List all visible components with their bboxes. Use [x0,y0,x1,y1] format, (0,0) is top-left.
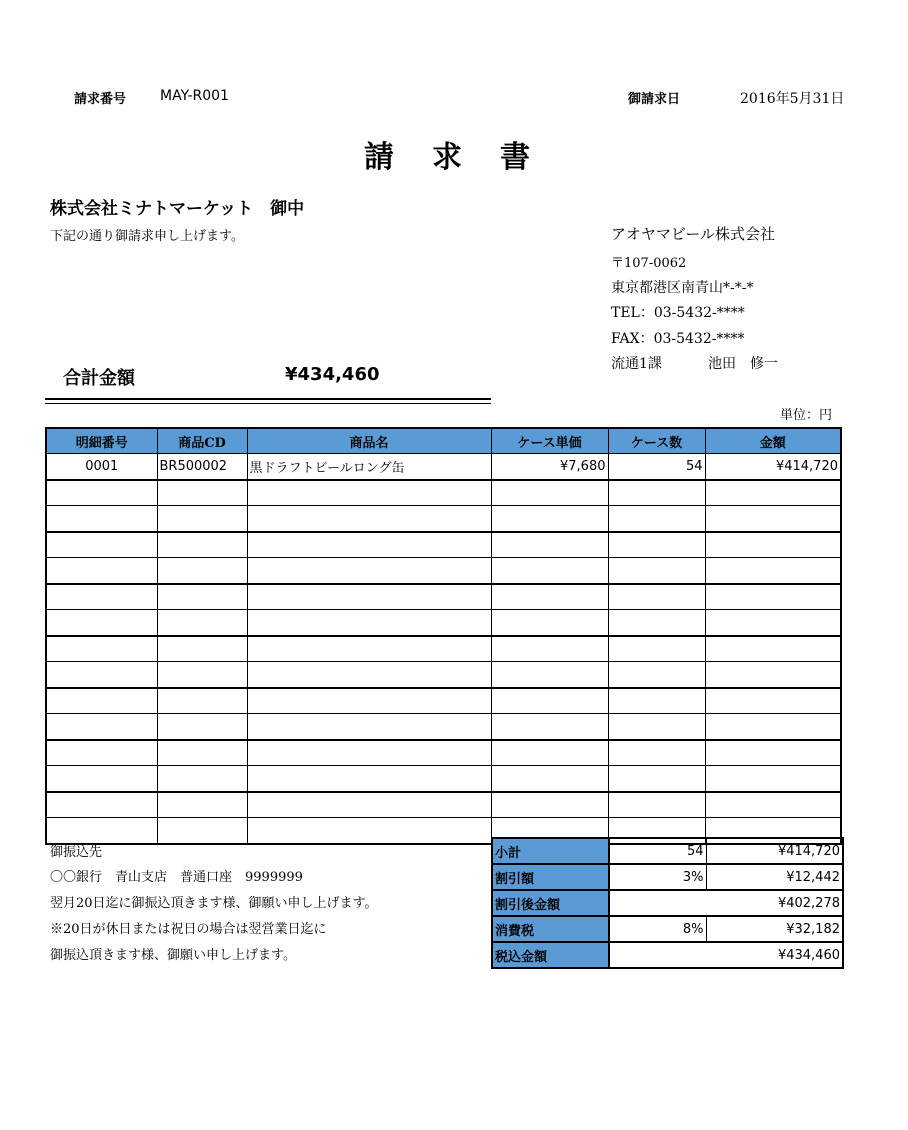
invoice-number-label: 請求番号 [74,92,127,107]
product-name-cell [247,610,491,636]
quantity-cell [608,714,705,740]
totals-table [491,837,844,969]
table-row [46,740,841,766]
subtotal-amount: ¥414,720 [706,838,843,864]
table-row [46,662,841,688]
quantity-cell: 54 [608,454,705,480]
amount-cell [705,714,841,740]
product-name-cell [247,506,491,532]
sender-address: 東京都港区南青山*-*-* [611,280,754,296]
quantity-cell [608,740,705,766]
table-row [46,688,841,714]
amount-cell [705,584,841,610]
amount-cell [705,662,841,688]
payment-title: 御振込先 [50,845,103,860]
line-no-cell [46,584,157,610]
unit-price-cell [491,506,608,532]
product-code-cell [157,740,247,766]
subtotal-label: 小計 [492,838,609,864]
line-no-cell [46,740,157,766]
product-name-cell [247,818,491,844]
recipient-message: 下記の通り御請求申し上げます。 [50,229,244,244]
table-row [46,636,841,662]
quantity-cell [608,688,705,714]
unit-price-cell [491,610,608,636]
amount-cell [705,506,841,532]
amount-cell [705,740,841,766]
table-row [46,584,841,610]
unit-note: 単位：円 [780,408,833,423]
sender-company: アオヤマビール株式会社 [611,225,775,243]
amount-cell: ¥414,720 [705,454,841,480]
discount-label: 割引額 [492,864,609,890]
table-row [46,610,841,636]
product-code-cell [157,506,247,532]
line-no-cell [46,506,157,532]
quantity-cell [608,610,705,636]
unit-price-cell [491,584,608,610]
invoice-number: MAY-R001 [160,88,229,104]
line-no-cell [46,792,157,818]
column-header-product-name: 商品名 [247,428,491,454]
product-code-cell [157,766,247,792]
unit-price-cell [491,740,608,766]
product-code-cell [157,792,247,818]
product-code-cell [157,818,247,844]
sender-department: 流通1課 [611,356,662,372]
items-table [45,427,842,845]
payment-bank: 〇〇銀行 青山支店 普通口座 9999999 [50,870,303,885]
product-name-cell [247,584,491,610]
line-no-cell [46,714,157,740]
line-no-cell [46,662,157,688]
page-title: 請 求 書 [364,140,534,175]
amount-cell [705,636,841,662]
line-no-cell [46,818,157,844]
total-amount: ¥434,460 [285,364,380,385]
tax-rate: 8% [609,916,706,942]
product-name-cell [247,688,491,714]
line-no-cell [46,688,157,714]
sender-fax: FAX：03-5432-**** [611,331,745,347]
unit-price-cell [491,714,608,740]
quantity-cell [608,480,705,506]
payment-note-2: ※20日が休日または祝日の場合は翌営業日迄に [50,922,327,937]
invoice-date: 2016年5月31日 [740,91,845,107]
grand-total-amount: ¥434,460 [609,942,843,968]
amount-cell [705,532,841,558]
total-amount-label: 合計金額 [63,368,135,389]
product-name-cell [247,636,491,662]
subtotal-quantity: 54 [609,838,706,864]
product-code-cell [157,714,247,740]
table-row [46,792,841,818]
column-header-product-code: 商品CD [157,428,247,454]
line-no-cell [46,532,157,558]
line-no-cell [46,636,157,662]
product-code-cell [157,480,247,506]
line-no-cell [46,610,157,636]
product-name-cell [247,740,491,766]
unit-price-cell [491,662,608,688]
quantity-cell [608,558,705,584]
grand-total-label: 税込金額 [492,942,609,968]
table-row [46,714,841,740]
product-code-cell [157,532,247,558]
quantity-cell [608,584,705,610]
unit-price-cell [491,766,608,792]
line-no-cell: 0001 [46,454,157,480]
total-underline-thin [45,403,491,404]
unit-price-cell: ¥7,680 [491,454,608,480]
product-code-cell [157,688,247,714]
tax-label: 消費税 [492,916,609,942]
table-row [46,506,841,532]
column-header-quantity: ケース数 [608,428,705,454]
line-no-cell [46,558,157,584]
table-row [46,558,841,584]
after-discount-row [492,890,843,916]
sender-postal: 〒107-0062 [611,256,687,271]
quantity-cell [608,792,705,818]
table-row [46,454,841,480]
quantity-cell [608,506,705,532]
product-name-cell [247,480,491,506]
discount-amount: ¥12,442 [706,864,843,890]
quantity-cell [608,636,705,662]
unit-price-cell [491,636,608,662]
amount-cell [705,688,841,714]
total-underline [45,398,491,400]
product-code-cell [157,584,247,610]
grand-total-row [492,942,843,968]
quantity-cell [608,532,705,558]
payment-note-3: 御振込頂きます様、御願い申し上げます。 [50,948,296,963]
line-no-cell [46,480,157,506]
unit-price-cell [491,532,608,558]
unit-price-cell [491,480,608,506]
amount-cell [705,792,841,818]
product-name-cell [247,662,491,688]
table-header-row [46,428,841,454]
column-header-amount: 金額 [705,428,841,454]
product-code-cell [157,662,247,688]
product-name-cell: 黒ドラフトビールロング缶 [247,454,491,480]
amount-cell [705,610,841,636]
product-name-cell [247,558,491,584]
sender-person: 池田 修一 [708,356,778,372]
unit-price-cell [491,688,608,714]
after-discount-label: 割引後金額 [492,890,609,916]
amount-cell [705,558,841,584]
product-code-cell [157,558,247,584]
product-name-cell [247,766,491,792]
recipient-name: 株式会社ミナトマーケット 御中 [50,199,305,219]
unit-price-cell [491,792,608,818]
table-row [46,766,841,792]
product-name-cell [247,532,491,558]
after-discount-amount: ¥402,278 [609,890,843,916]
discount-row [492,864,843,890]
table-row [46,480,841,506]
unit-price-cell [491,558,608,584]
sender-tel: TEL：03-5432-**** [611,305,745,321]
tax-amount: ¥32,182 [706,916,843,942]
quantity-cell [608,662,705,688]
quantity-cell [608,766,705,792]
amount-cell [705,766,841,792]
payment-note-1: 翌月20日迄に御振込頂きます様、御願い申し上げます。 [50,896,378,911]
product-code-cell [157,636,247,662]
invoice-date-label: 御請求日 [628,92,681,107]
product-name-cell [247,714,491,740]
amount-cell [705,480,841,506]
discount-rate: 3% [609,864,706,890]
table-row [46,532,841,558]
column-header-line-no: 明細番号 [46,428,157,454]
product-code-cell: BR500002 [157,454,247,480]
product-code-cell [157,610,247,636]
tax-row [492,916,843,942]
subtotal-row [492,838,843,864]
line-no-cell [46,766,157,792]
product-name-cell [247,792,491,818]
column-header-unit-price: ケース単価 [491,428,608,454]
